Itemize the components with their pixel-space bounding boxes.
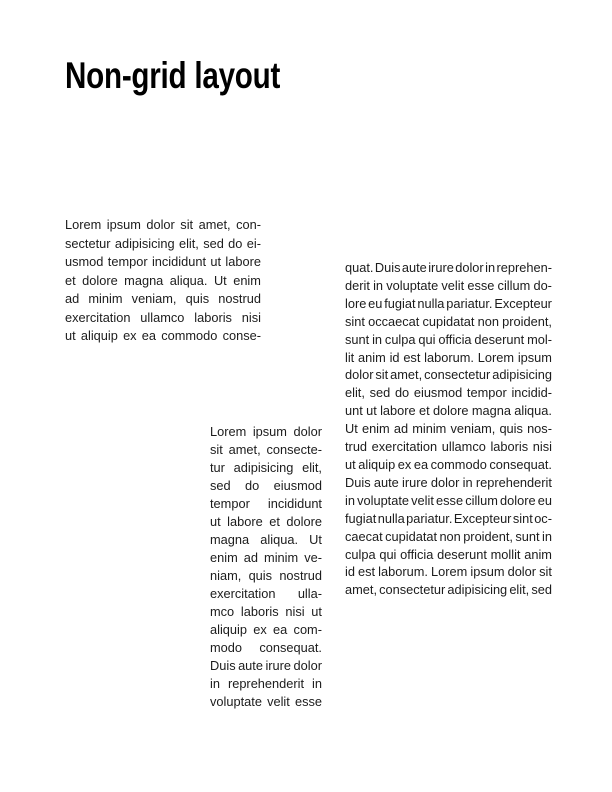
text-line: sunt in culpa qui officia deserunt mol-: [345, 331, 552, 347]
text-line: enim ad minim ve-: [210, 550, 322, 565]
text-line: exercitation ulla-: [210, 586, 322, 601]
text-line: sint occaecat cupidatat non proident,: [345, 313, 552, 329]
text-line: Duis aute irure dolor: [210, 658, 322, 673]
text-line: Lorem ipsum dolor sit amet, con-: [65, 217, 261, 232]
text-line: dolor sit amet, consectetur adipisicing: [345, 367, 552, 383]
text-line: trud exercitation ullamco laboris nisi: [345, 439, 552, 455]
text-line: amet, consectetur adipisicing elit, sed: [345, 582, 552, 598]
text-block-right: [345, 259, 552, 599]
page-title: Non-grid layout: [65, 55, 281, 96]
text-line: voluptate velit esse: [210, 694, 322, 709]
text-line: fugiat nulla pariatur. Excepteur sint oc-: [345, 510, 552, 526]
text-line: magna aliqua. Ut: [210, 532, 322, 547]
text-line: Lorem ipsum dolor: [210, 424, 322, 439]
text-line: in voluptate velit esse cillum dolore eu: [345, 492, 552, 508]
text-line: ut aliquip ex ea commodo consequat.: [345, 456, 552, 472]
text-line: exercitation ullamco laboris nisi: [65, 309, 261, 325]
text-line: modo consequat.: [210, 640, 322, 655]
text-line: id est laborum. Lorem ipsum dolor sit: [345, 564, 552, 580]
text-line: lit anim id est laborum. Lorem ipsum: [345, 349, 552, 365]
text-block-middle-narrow: [210, 423, 322, 711]
text-line: elit, sed do eiusmod tempor incidid-: [345, 385, 552, 401]
text-line: mco laboris nisi ut: [210, 604, 322, 619]
text-line: quat. Duis aute irure dolor in reprehen-: [345, 260, 552, 275]
text-line: et dolore magna aliqua. Ut enim: [65, 272, 261, 288]
text-line: Ut enim ad minim veniam, quis nos-: [345, 421, 552, 437]
text-line: caecat cupidatat non proident, sunt in: [345, 528, 552, 544]
text-line: aliquip ex ea com-: [210, 622, 322, 637]
text-line: derit in voluptate velit esse cillum do-: [345, 277, 552, 293]
text-line: unt ut labore et dolore magna aliqua.: [345, 403, 552, 419]
text-line: sed do eiusmod: [210, 478, 322, 493]
text-line: in reprehenderit in: [210, 676, 322, 691]
text-line: lore eu fugiat nulla pariatur. Excepteur: [345, 295, 552, 311]
text-line: ad minim veniam, quis nostrud: [65, 291, 261, 306]
text-line: usmod tempor incididunt ut labore: [65, 254, 261, 269]
text-line: sit amet, consecte-: [210, 442, 322, 457]
text-line: tur adipisicing elit,: [210, 460, 322, 475]
text-line: sectetur adipisicing elit, sed do ei-: [65, 235, 261, 251]
text-line: tempor incididunt: [210, 496, 322, 511]
text-line: niam, quis nostrud: [210, 568, 322, 583]
text-line: ut aliquip ex ea commodo conse-: [65, 328, 261, 343]
text-line: ut labore et dolore: [210, 514, 322, 529]
text-line: Duis aute irure dolor in reprehenderit: [345, 474, 552, 490]
text-block-top-left: [65, 216, 261, 346]
text-line: culpa qui officia deserunt mollit anim: [345, 546, 552, 562]
